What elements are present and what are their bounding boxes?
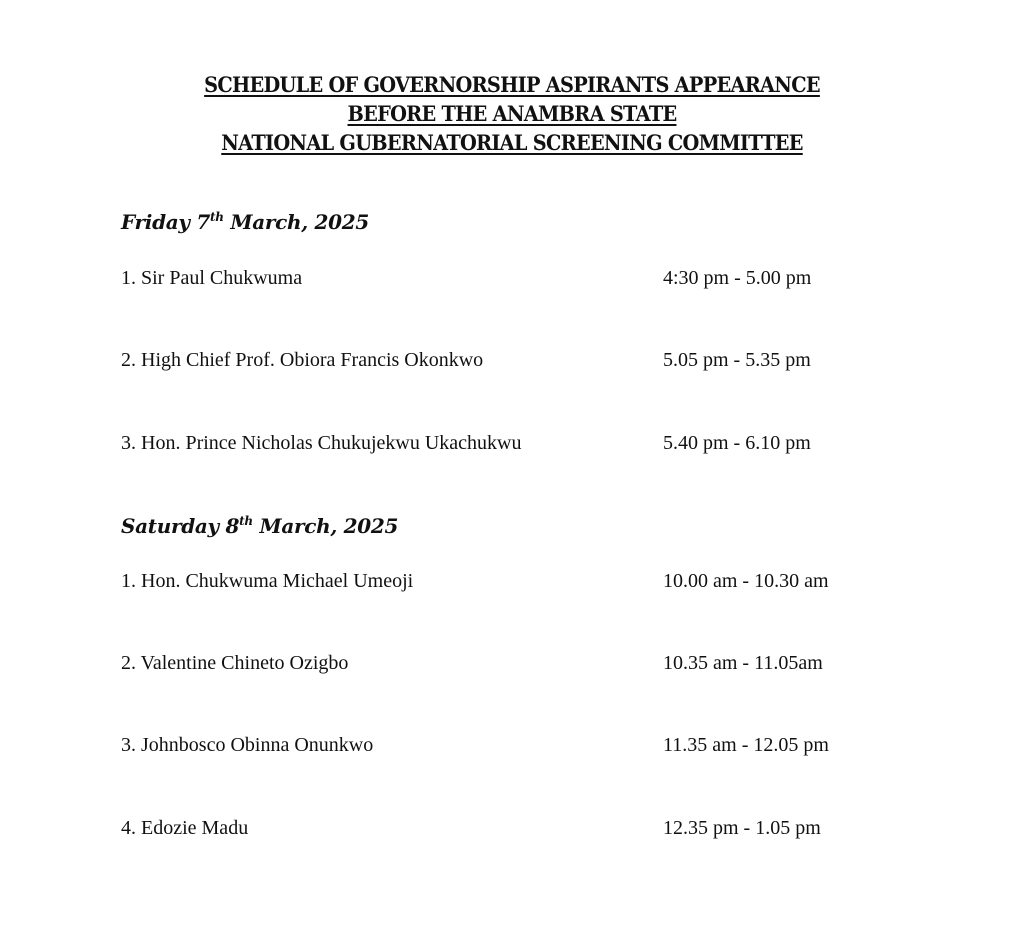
appearance-time: 12.35 pm - 1.05 pm xyxy=(663,817,821,839)
schedule-entry xyxy=(121,817,901,845)
day-heading-saturday: Saturday 8th March, 2025 xyxy=(121,514,399,538)
aspirant-name: 1. Sir Paul Chukwuma xyxy=(121,267,303,289)
day-heading-friday: Friday 7th March, 2025 xyxy=(121,210,370,234)
appearance-time: 10.35 am - 11.05am xyxy=(663,652,823,674)
title-line-2: BEFORE THE ANAMBRA STATE xyxy=(347,101,677,126)
schedule-entry xyxy=(121,734,901,762)
aspirant-name: 3. Johnbosco Obinna Onunkwo xyxy=(121,734,374,756)
appearance-time: 5.40 pm - 6.10 pm xyxy=(663,432,811,454)
aspirant-name: 1. Hon. Chukwuma Michael Umeoji xyxy=(121,570,414,592)
aspirant-name: 4. Edozie Madu xyxy=(121,817,249,839)
title-line-3: NATIONAL GUBERNATORIAL SCREENING COMMITTEE xyxy=(221,130,803,155)
aspirant-name: 2. Valentine Chineto Ozigbo xyxy=(121,652,349,674)
appearance-time: 10.00 am - 10.30 am xyxy=(663,570,829,592)
appearance-time: 5.05 pm - 5.35 pm xyxy=(663,349,811,371)
aspirant-name: 2. High Chief Prof. Obiora Francis Okonkwo xyxy=(121,349,484,371)
title-line-1: SCHEDULE OF GOVERNORSHIP ASPIRANTS APPEARANCE xyxy=(204,72,820,97)
schedule-entry xyxy=(121,652,901,680)
schedule-entry xyxy=(121,432,901,460)
aspirant-name: 3. Hon. Prince Nicholas Chukujekwu Ukachukwu xyxy=(121,432,522,454)
schedule-entry xyxy=(121,267,901,295)
appearance-time: 4:30 pm - 5.00 pm xyxy=(663,267,812,289)
schedule-entry xyxy=(121,349,901,377)
schedule-entry xyxy=(121,570,901,598)
appearance-time: 11.35 am - 12.05 pm xyxy=(663,734,829,756)
document-title xyxy=(41,70,983,157)
